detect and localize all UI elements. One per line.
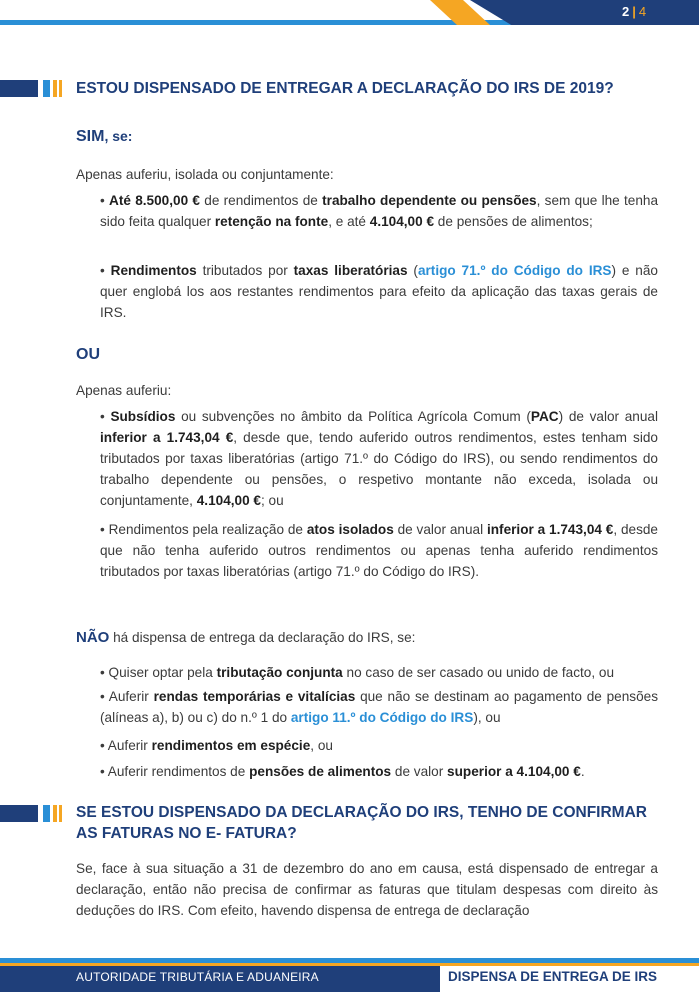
section-heading-1: ESTOU DISPENSADO DE ENTREGAR A DECLARAÇÃO DO IRS DE 2019? <box>76 80 614 97</box>
footer-document-title: DISPENSA DE ENTREGA DE IRS <box>440 966 699 992</box>
footer-organization: AUTORIDADE TRIBUTÁRIA E ADUANEIRA <box>0 966 440 992</box>
intro-text-2: Apenas auferiu: <box>76 383 172 398</box>
ou-heading: OU <box>76 346 100 363</box>
bullet-item-3: • Subsídios ou subvenções no âmbito da Política Agrícola Comum (PAC) de valor anual inferior a 1.743,04 €, desde que, tendo auferido outros rendimentos, estes tenham sido tributados por taxas liberatórias (artigo 71.º do Código do IRS), ou sendo rendimentos do trabalho dependente ou pensões, o respetivo montante não exceda, isolada ou conjuntamente, 4.104,00 €; ou <box>100 409 658 508</box>
bullet-item-8: • Auferir rendimentos de pensões de alimentos de valor superior a 4.104,00 €. <box>100 764 585 779</box>
intro-text-1: Apenas auferiu, isolada ou conjuntamente: <box>76 167 334 182</box>
bullet-item-1: • Até 8.500,00 € de rendimentos de trabalho dependente ou pensões, sem que lhe tenha sido feita qualquer retenção na fonte, e até 4.104,00 € de pensões de alimentos; <box>100 193 659 229</box>
bullet-item-7: • Auferir rendimentos em espécie, ou <box>100 738 333 753</box>
link-artigo-11[interactable]: artigo 11.º do Código do IRS <box>290 710 474 725</box>
section-marker-2 <box>0 805 70 822</box>
bullet-item-5: • Quiser optar pela tributação conjunta no caso de ser casado ou unido de facto, ou <box>100 665 615 680</box>
header-bar <box>0 0 699 30</box>
section-heading-2: SE ESTOU DISPENSADO DA DECLARAÇÃO DO IRS, TENHO DE CONFIRMAR AS FATURAS NO E- FATURA? <box>76 804 647 842</box>
bullet-item-6: • Auferir rendas temporárias e vitalícias que não se destinam ao pagamento de pensões (alíneas a), b) ou c) do n.º 1 do artigo 11.º do Código do IRS), ou <box>100 689 658 725</box>
sim-heading: SIM, se: <box>76 128 133 145</box>
page-number: 2 | 4 <box>622 4 647 19</box>
bullet-item-2: • Rendimentos tributados por taxas liberatórias (artigo 71.º do Código do IRS) e não quer englobá los aos restantes rendimentos para efeito da aplicação das taxas gerais de IRS. <box>100 263 658 320</box>
nao-paragraph: NÃO há dispensa de entrega da declaração do IRS, se: <box>76 629 416 646</box>
bullet-item-4: • Rendimentos pela realização de atos isolados de valor anual inferior a 1.743,04 €, desde que não tenha auferido outros rendimentos ou apenas tenha auferido rendimentos tributados por taxas liberatórias (artigo 71.º do Código do IRS). <box>100 522 658 579</box>
section2-paragraph: Se, face à sua situação a 31 de dezembro do ano em causa, está dispensado de entregar a declaração, então não precisa de confirmar as faturas que titulam despesas com direito às deduções do IRS. Com efeito, havendo dispensa de entrega de declaração <box>76 861 658 918</box>
link-artigo-71[interactable]: artigo 71.º do Código do IRS <box>417 263 612 278</box>
section-marker-1 <box>0 80 70 97</box>
